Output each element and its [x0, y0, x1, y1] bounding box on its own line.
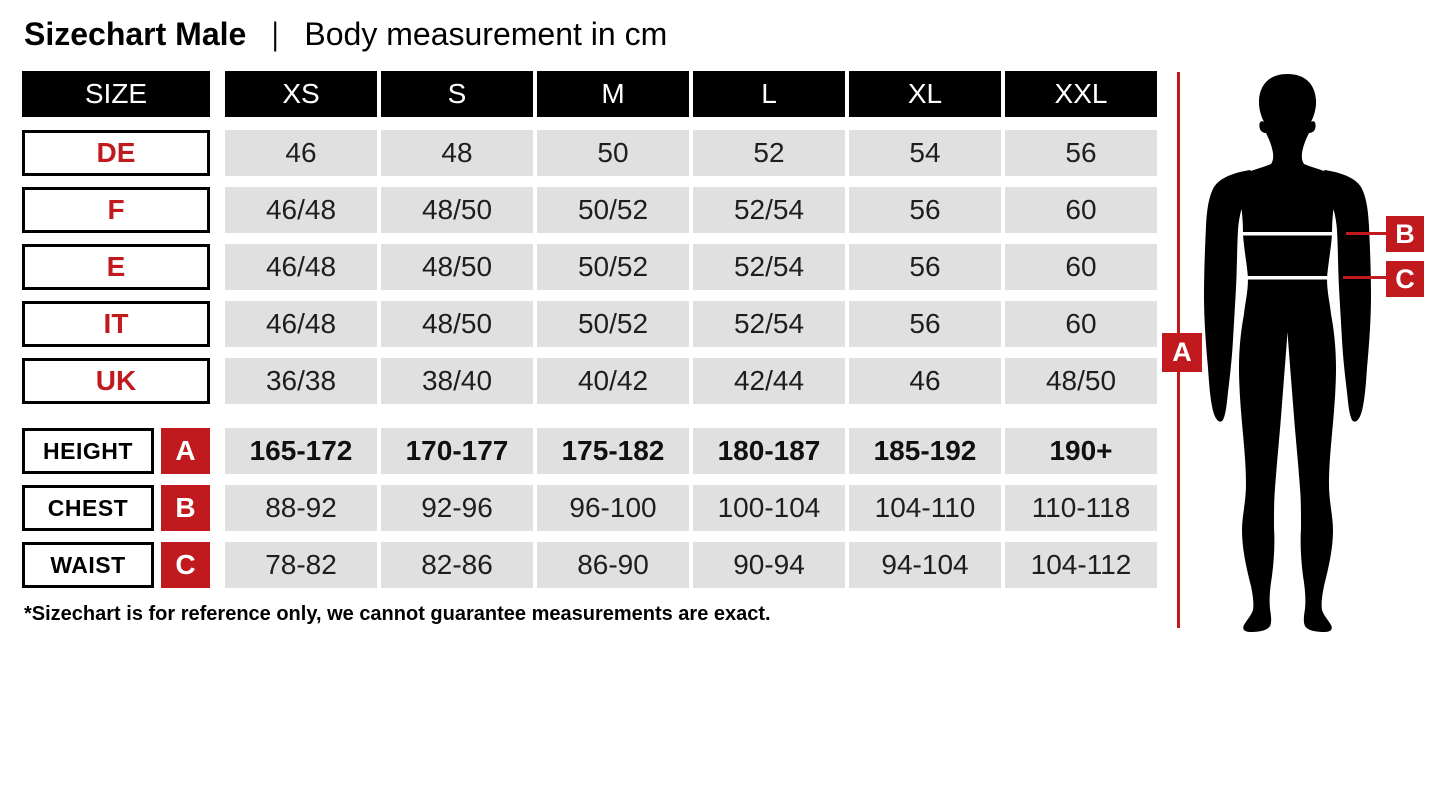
table-cell: 56 [1005, 130, 1157, 176]
height-label: HEIGHT [22, 428, 154, 474]
page-title-main: Sizechart Male [24, 16, 247, 52]
waist-label: WAIST [22, 542, 154, 588]
column-header-l: L [693, 71, 845, 117]
column-header-xxl: XXL [1005, 71, 1157, 117]
row-label-waist [22, 542, 210, 588]
table-cell: 48/50 [1005, 358, 1157, 404]
page-title-subtitle: Body measurement in cm [304, 16, 668, 52]
column-header-m: M [537, 71, 689, 117]
table-cell: 56 [849, 301, 1001, 347]
table-cell: 185-192 [849, 428, 1001, 474]
table-cell: 94-104 [849, 542, 1001, 588]
table-cell: 170-177 [381, 428, 533, 474]
table-cell: 190+ [1005, 428, 1157, 474]
marker-a-badge: A [1162, 333, 1202, 372]
table-cell: 52 [693, 130, 845, 176]
table-cell: 180-187 [693, 428, 845, 474]
table-cell: 60 [1005, 244, 1157, 290]
table-cell: 46/48 [225, 301, 377, 347]
row-label-height [22, 428, 210, 474]
table-cell: 52/54 [693, 187, 845, 233]
row-label-e: E [22, 244, 210, 290]
table-cell: 48/50 [381, 187, 533, 233]
table-cell: 82-86 [381, 542, 533, 588]
column-header-xl: XL [849, 71, 1001, 117]
column-header-size: SIZE [22, 71, 210, 117]
title-separator: | [272, 16, 279, 52]
table-cell: 104-112 [1005, 542, 1157, 588]
table-cell: 42/44 [693, 358, 845, 404]
table-cell: 46/48 [225, 187, 377, 233]
marker-c-badge: C [1386, 261, 1424, 297]
table-cell: 92-96 [381, 485, 533, 531]
table-cell: 78-82 [225, 542, 377, 588]
table-cell: 175-182 [537, 428, 689, 474]
table-cell: 48/50 [381, 301, 533, 347]
body-outline [1217, 74, 1358, 632]
table-cell: 38/40 [381, 358, 533, 404]
table-cell: 54 [849, 130, 1001, 176]
table-cell: 50/52 [537, 187, 689, 233]
table-cell: 50/52 [537, 301, 689, 347]
table-cell: 46/48 [225, 244, 377, 290]
row-label-it: IT [22, 301, 210, 347]
row-label-de: DE [22, 130, 210, 176]
table-cell: 46 [225, 130, 377, 176]
chest-marker-badge: B [161, 485, 210, 531]
table-cell: 96-100 [537, 485, 689, 531]
table-cell: 60 [1005, 301, 1157, 347]
table-cell: 104-110 [849, 485, 1001, 531]
table-cell: 40/42 [537, 358, 689, 404]
waist-measure-line [1247, 276, 1328, 280]
waist-connector-line [1343, 276, 1386, 279]
footnote: *Sizechart is for reference only, we cannot guarantee measurements are exact. [24, 603, 771, 625]
page-title [24, 16, 667, 53]
sizechart-table [22, 71, 1157, 588]
column-header-xs: XS [225, 71, 377, 117]
row-label-uk: UK [22, 358, 210, 404]
table-cell: 86-90 [537, 542, 689, 588]
waist-marker-badge: C [161, 542, 210, 588]
row-label-f: F [22, 187, 210, 233]
table-cell: 50 [537, 130, 689, 176]
table-cell: 46 [849, 358, 1001, 404]
table-cell: 88-92 [225, 485, 377, 531]
height-marker-badge: A [161, 428, 210, 474]
table-cell: 60 [1005, 187, 1157, 233]
size-rows [22, 130, 1157, 404]
chest-connector-line [1346, 232, 1386, 235]
male-silhouette-figure [1150, 60, 1441, 670]
table-cell: 48 [381, 130, 533, 176]
table-cell: 48/50 [381, 244, 533, 290]
table-header-row [22, 71, 1157, 117]
chest-measure-line [1242, 232, 1333, 236]
column-header-s: S [381, 71, 533, 117]
table-cell: 50/52 [537, 244, 689, 290]
table-cell: 56 [849, 244, 1001, 290]
table-cell: 110-118 [1005, 485, 1157, 531]
male-body-silhouette [1203, 68, 1373, 634]
table-cell: 90-94 [693, 542, 845, 588]
measurement-rows [22, 428, 1157, 588]
chest-label: CHEST [22, 485, 154, 531]
table-cell: 36/38 [225, 358, 377, 404]
table-cell: 165-172 [225, 428, 377, 474]
table-cell: 100-104 [693, 485, 845, 531]
table-cell: 56 [849, 187, 1001, 233]
table-cell: 52/54 [693, 301, 845, 347]
marker-b-badge: B [1386, 216, 1424, 252]
row-label-chest [22, 485, 210, 531]
table-cell: 52/54 [693, 244, 845, 290]
